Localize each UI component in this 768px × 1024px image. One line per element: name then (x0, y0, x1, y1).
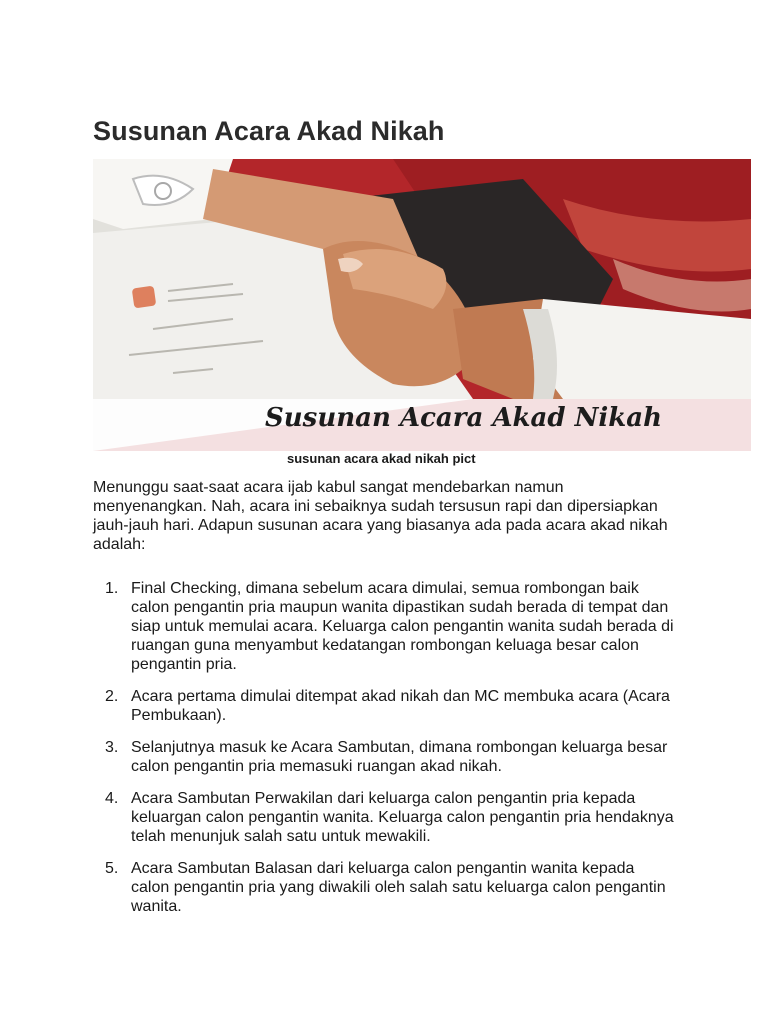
list-text: Acara Sambutan Perwakilan dari keluarga calon pengantin pria kepada keluargan calon pengantin wanita. Keluarga calon pengantin pria hendaknya telah menunjuk salah satu untuk mewakili. (131, 790, 674, 845)
list-text: Selanjutnya masuk ke Acara Sambutan, dimana rombongan keluarga besar calon pengantin pria memasuki ruangan akad nikah. (131, 739, 668, 775)
list-number: 2. (105, 688, 119, 705)
list-item (105, 687, 675, 725)
list-number: 1. (105, 580, 119, 597)
hero-banner (93, 399, 751, 451)
steps-list (105, 579, 675, 929)
list-number: 3. (105, 739, 119, 756)
list-item (105, 579, 675, 674)
intro-paragraph: Menunggu saat-saat acara ijab kabul sangat mendebarkan namun menyenangkan. Nah, acara ini sebaiknya sudah tersusun rapi dan dipersiapkan jauh-jauh hari. Adapun susunan acara yang biasanya ada pada acara akad nikah adalah: (93, 479, 668, 553)
list-text: Final Checking, dimana sebelum acara dimulai, semua rombongan baik calon pengantin pria maupun wanita dipastikan sudah berada di tempat dan siap untuk memulai acara. Keluarga calon pengantin wanita sudah berada di ruangan guna menyambut kedatangan rombongan keluaga besar calon pengantin pria. (131, 580, 674, 673)
list-text: Acara pertama dimulai ditempat akad nikah dan MC membuka acara (Acara Pembukaan). (131, 688, 670, 724)
page-title: Susunan Acara Akad Nikah (93, 116, 445, 146)
list-item (105, 859, 675, 916)
list-number: 5. (105, 860, 119, 877)
hero-banner-text: Susunan Acara Akad Nikah (265, 403, 663, 433)
list-item (105, 789, 675, 846)
image-caption: susunan acara akad nikah pict (287, 451, 476, 466)
list-item (105, 738, 675, 776)
list-text: Acara Sambutan Balasan dari keluarga calon pengantin wanita kepada calon pengantin pria yang diwakili oleh salah satu keluarga calon pengantin wanita. (131, 860, 666, 915)
list-number: 4. (105, 790, 119, 807)
hero-image (93, 159, 751, 451)
